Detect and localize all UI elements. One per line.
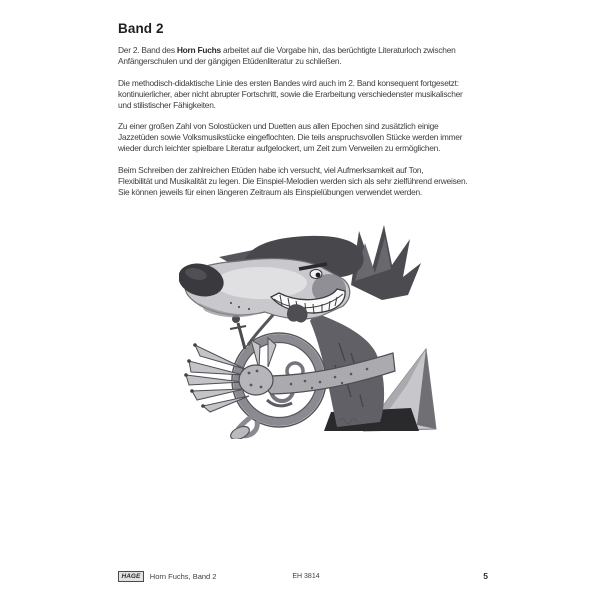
page-title: Band 2 xyxy=(118,21,164,36)
paragraph-4 xyxy=(118,165,498,198)
fox-horn-illustration xyxy=(179,223,445,439)
text-line xyxy=(118,45,498,56)
paragraph-2 xyxy=(118,78,498,111)
text-line: und stilistischer Fähigkeiten. xyxy=(118,99,216,110)
page-footer xyxy=(118,571,494,587)
fox-hand xyxy=(184,338,276,412)
edition-number: EH 3814 xyxy=(292,573,320,580)
hage-logo: HAGE xyxy=(118,571,144,582)
book-name-bold: Horn Fuchs xyxy=(176,45,221,55)
text-line: Flexibilität und Musikalität zu legen. Die Einspiel-Melodien werden sich als sehr zielführend erweisen. xyxy=(118,175,468,186)
paragraph-3 xyxy=(118,121,498,154)
paragraph-1 xyxy=(118,45,498,67)
publisher-block xyxy=(118,571,216,582)
text-line: Anfängerschulen und der gängigen Etüdenliteratur zu schließen. xyxy=(118,56,342,66)
text-segment: Der 2. Band des xyxy=(118,45,177,55)
text-line: kontinuierlicher, aber nicht abrupter Fortschritt, sowie die Erarbeitung verschiedenster musikalischer xyxy=(118,88,463,99)
text-line: Jazzetüden sowie Volksmusikstücke eingeflochten. Die teils anspruchsvollen Stücke werden immer xyxy=(118,132,463,142)
text-line: wieder durch leichter spielbare Literatur aufgelockert, um Zeit zum Verweilen zu ermöglichen. xyxy=(118,143,441,153)
book-reference: Horn Fuchs, Band 2 xyxy=(149,572,217,581)
text-line: Beim Schreiben der zahlreichen Etüden habe ich versucht, viel Aufmerksamkeit auf Ton, xyxy=(118,164,424,175)
text-line: Die methodisch-didaktische Linie des ersten Bandes wird auch im 2. Band konsequent fortgesetzt: xyxy=(118,77,459,88)
text-line: Zu einer großen Zahl von Solostücken und Duetten aus allen Epochen sind zusätzlich einige xyxy=(118,121,439,131)
text-block xyxy=(118,21,498,208)
fox-head xyxy=(179,225,421,323)
text-segment: arbeitet auf die Vorgabe hin, das berüchtigte Literaturloch zwischen xyxy=(220,45,456,55)
text-line: Sie können jeweils für einen längeren Zeitraum als Einspielübungen verwendet werden. xyxy=(118,186,422,197)
page-number: 5 xyxy=(483,571,488,581)
